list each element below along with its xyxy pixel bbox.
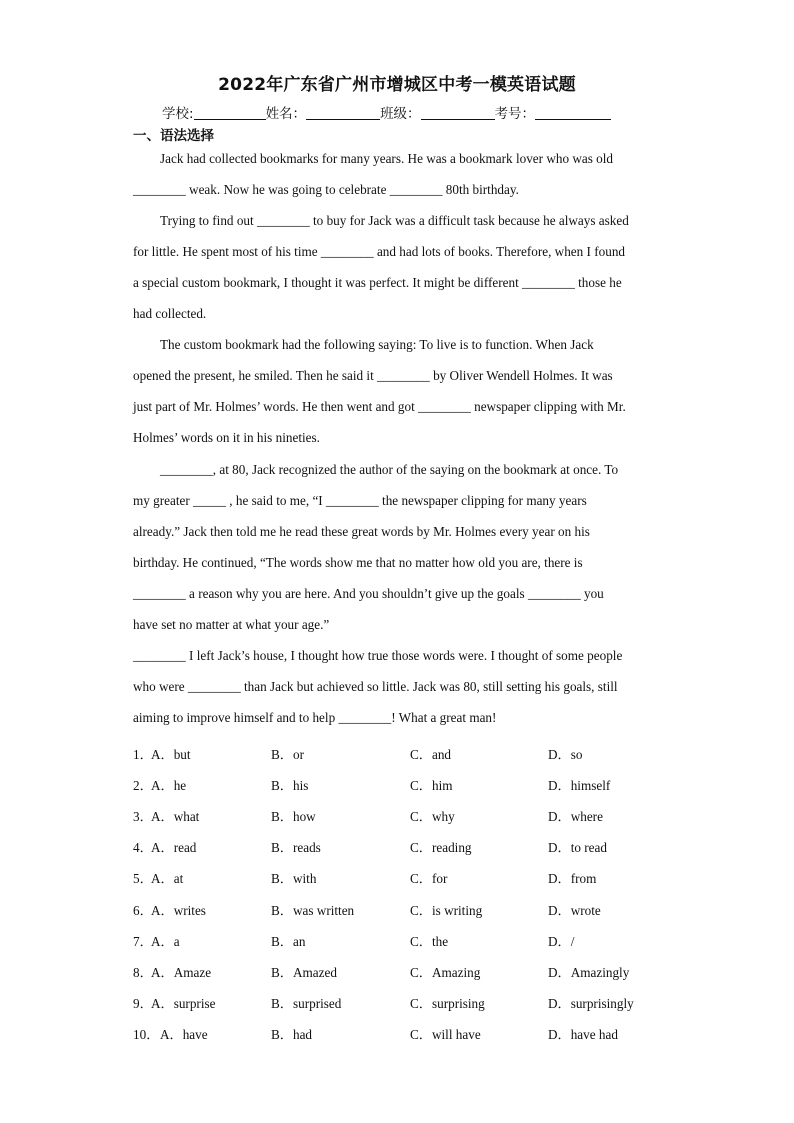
option-c[interactable]: C．and [410, 747, 452, 762]
option-b[interactable]: B．or [271, 747, 304, 762]
school-label: 学校: [162, 106, 194, 122]
option-d[interactable]: D．Amazingly [548, 964, 630, 980]
option-b[interactable]: B．reads [271, 840, 321, 856]
question-number: 4． [133, 840, 153, 856]
option-a[interactable]: A．but [151, 747, 191, 762]
option-c[interactable]: C．is writing [410, 902, 483, 918]
option-c[interactable]: C．will have [410, 1026, 481, 1042]
option-d[interactable]: D．/ [548, 933, 575, 949]
passage-line: have set no matter at what your age.” [133, 616, 330, 632]
class-blank[interactable] [421, 106, 495, 120]
exam-no-blank[interactable] [535, 106, 611, 120]
option-a[interactable]: A．what [151, 809, 200, 825]
question-number: 7． [133, 933, 153, 949]
passage-line: already.” Jack then told me he read these great words by Mr. Holmes every year on his [133, 523, 590, 539]
passage-line: opened the present, he smiled. Then he said it ________ by Oliver Wendell Holmes. It was [133, 368, 613, 384]
option-a[interactable]: A．a [151, 933, 180, 949]
question-number: 9． [133, 995, 153, 1011]
option-a[interactable]: A．he [151, 778, 187, 794]
option-a[interactable]: A．writes [151, 902, 206, 918]
page-title: 2022年广东省广州市增城区中考一模英语试题 [218, 75, 576, 95]
option-a[interactable]: A．read [151, 840, 197, 856]
option-d[interactable]: D．himself [548, 778, 611, 794]
passage-line: aiming to improve himself and to help ________! What a great man! [133, 709, 497, 725]
option-b[interactable]: B．had [271, 1026, 313, 1042]
option-d[interactable]: D．from [548, 871, 597, 887]
option-a[interactable]: A．Amaze [151, 964, 212, 980]
option-b[interactable]: B．an [271, 933, 306, 949]
name-label: 姓名： [265, 106, 307, 122]
exam-no-label: 考号： [494, 106, 536, 122]
passage-line: a special custom bookmark, I thought it was perfect. It might be different ________ those he [133, 275, 622, 291]
passage-line: just part of Mr. Holmes’ words. He then went and got ________ newspaper clipping with Mr. [133, 399, 626, 415]
name-blank[interactable] [306, 106, 380, 120]
option-a[interactable]: A．at [151, 871, 184, 887]
question-number: 1． [133, 747, 153, 762]
question-number: 10． [133, 1026, 160, 1042]
option-c[interactable]: C．reading [410, 840, 472, 856]
option-d[interactable]: D．so [548, 747, 583, 762]
option-d[interactable]: D．surprisingly [548, 995, 634, 1011]
passage-line: had collected. [133, 306, 207, 322]
option-c[interactable]: C．him [410, 778, 453, 794]
question-number: 5． [133, 871, 153, 887]
class-label: 班级： [380, 106, 421, 122]
student-info-line [162, 102, 611, 122]
passage-line: Holmes’ words on it in his nineties. [133, 430, 320, 446]
option-b[interactable]: B．was written [271, 902, 355, 918]
option-b[interactable]: B．surprised [271, 995, 342, 1011]
option-c[interactable]: C．for [410, 871, 448, 887]
passage-line: Trying to find out ________ to buy for Jack was a difficult task because he always asked [160, 213, 629, 229]
option-a[interactable]: A．surprise [151, 995, 216, 1011]
option-b[interactable]: B．with [271, 871, 317, 887]
option-d[interactable]: D．have had [548, 1026, 618, 1042]
passage-line: ________, at 80, Jack recognized the author of the saying on the bookmark at once. To [160, 461, 619, 477]
school-blank[interactable] [194, 106, 266, 120]
question-number: 3． [133, 809, 153, 825]
passage-line: my greater _____ , he said to me, “I ________ the newspaper clipping for many years [133, 492, 587, 508]
option-d[interactable]: D．wrote [548, 902, 601, 918]
passage-line: ________ weak. Now he was going to celebrate ________ 80th birthday. [133, 182, 519, 198]
option-c[interactable]: C．the [410, 933, 449, 949]
option-c[interactable]: C．Amazing [410, 964, 481, 980]
option-b[interactable]: B．how [271, 809, 316, 825]
option-b[interactable]: B．his [271, 778, 309, 794]
passage-line: for little. He spent most of his time ________ and had lots of books. Therefore, when I found [133, 244, 626, 260]
passage-line: The custom bookmark had the following saying: To live is to function. When Jack [160, 337, 594, 353]
question-number: 6． [133, 902, 153, 918]
passage-line: Jack had collected bookmarks for many years. He was a bookmark lover who was old [160, 151, 613, 166]
option-a[interactable]: A．have [160, 1026, 208, 1042]
passage-line: ________ a reason why you are here. And you shouldn’t give up the goals ________ you [133, 585, 604, 601]
option-c[interactable]: C．surprising [410, 995, 485, 1011]
option-b[interactable]: B．Amazed [271, 964, 337, 980]
passage-line: who were ________ than Jack but achieved so little. Jack was 80, still setting his goals, still [133, 678, 618, 694]
section-title: 一、语法选择 [133, 128, 214, 144]
passage-line: ________ I left Jack’s house, I thought how true those words were. I thought of some people [133, 647, 623, 663]
option-d[interactable]: D．where [548, 809, 603, 825]
passage-line: birthday. He continued, “The words show me that no matter how old you are, there is [133, 554, 583, 570]
option-c[interactable]: C．why [410, 809, 455, 825]
question-number: 8． [133, 964, 153, 980]
question-number: 2． [133, 778, 153, 794]
option-d[interactable]: D．to read [548, 840, 607, 856]
